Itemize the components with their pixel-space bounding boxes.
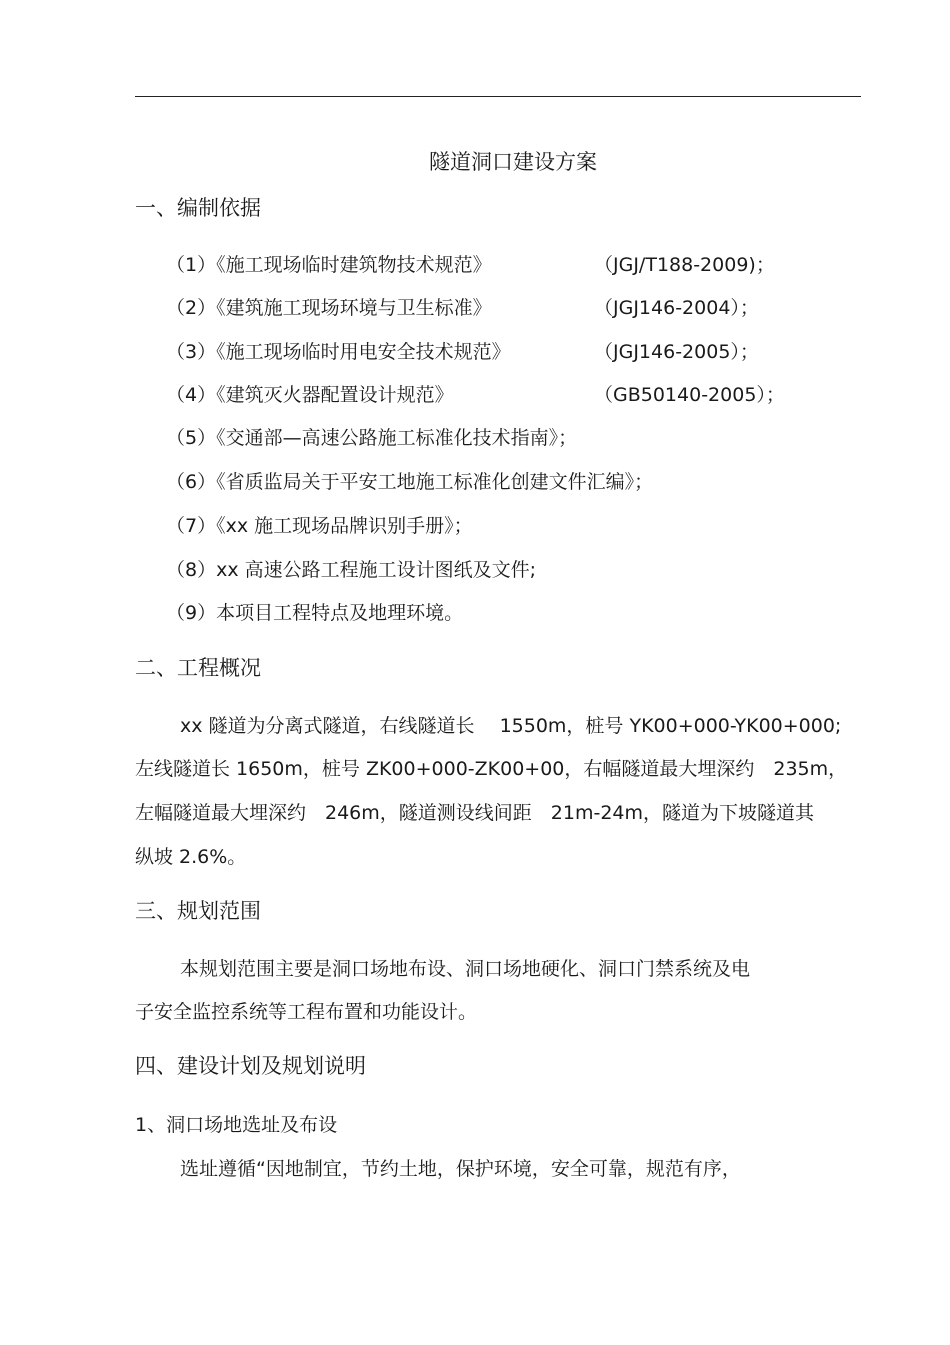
subsection-heading: 1、洞口场地选址及布设 [135, 1114, 338, 1136]
reference-item: （2）《建筑施工现场环境与卫生标准》 [166, 297, 492, 319]
reference-item: （1）《施工现场临时建筑物技术规范》 [166, 254, 492, 276]
reference-item: （3）《施工现场临时用电安全技术规范》 [166, 341, 511, 363]
section-heading-plan: 四、建设计划及规划说明 [135, 1054, 366, 1078]
paragraph-line: 左线隧道长 1650m，桩号 ZK00+000-ZK00+00，右幅隧道最大埋深约 235m， [135, 758, 848, 780]
paragraph-line: 纵坡 2.6%。 [135, 846, 247, 868]
section-heading-scope: 三、规划范围 [135, 899, 261, 923]
reference-item: （5）《交通部—高速公路施工标准化技术指南》； [166, 427, 578, 449]
paragraph-line: xx 隧道为分离式隧道，右线隧道长 1550m，桩号 YK00+000-YK00+000; [180, 715, 842, 737]
document-title: 隧道洞口建设方案 [429, 150, 597, 174]
reference-item: （7）《xx 施工现场品牌识别手册》； [166, 515, 473, 537]
reference-item: （9）本项目工程特点及地理环境。 [166, 602, 464, 624]
reference-item: （6）《省质监局关于平安工地施工标准化创建文件汇编》； [166, 471, 654, 493]
reference-item: （4）《建筑灭火器配置设计规范》 [166, 384, 454, 406]
paragraph-line: 本规划范围主要是洞口场地布设、洞口场地硬化、洞口门禁系统及电 [180, 958, 751, 980]
paragraph-line: 左幅隧道最大埋深约 246m，隧道测设线间距 21m-24m，隧道为下坡隧道其 [135, 802, 815, 824]
section-heading-basis: 一、编制依据 [135, 196, 261, 220]
reference-code: （JGJ146-2004）； [594, 297, 759, 319]
section-heading-overview: 二、工程概况 [135, 656, 261, 680]
reference-code: （GB50140-2005）； [594, 384, 785, 406]
reference-code: （JGJ146-2005）； [594, 341, 759, 363]
header-rule [135, 96, 861, 97]
reference-code: （JGJ/T188-2009)； [594, 254, 775, 276]
paragraph-line: 选址遵循“因地制宜，节约土地，保护环境，安全可靠，规范有序， [180, 1158, 741, 1180]
paragraph-line: 子安全监控系统等工程布置和功能设计。 [135, 1001, 478, 1023]
reference-item: （8）xx 高速公路工程施工设计图纸及文件; [166, 559, 537, 581]
